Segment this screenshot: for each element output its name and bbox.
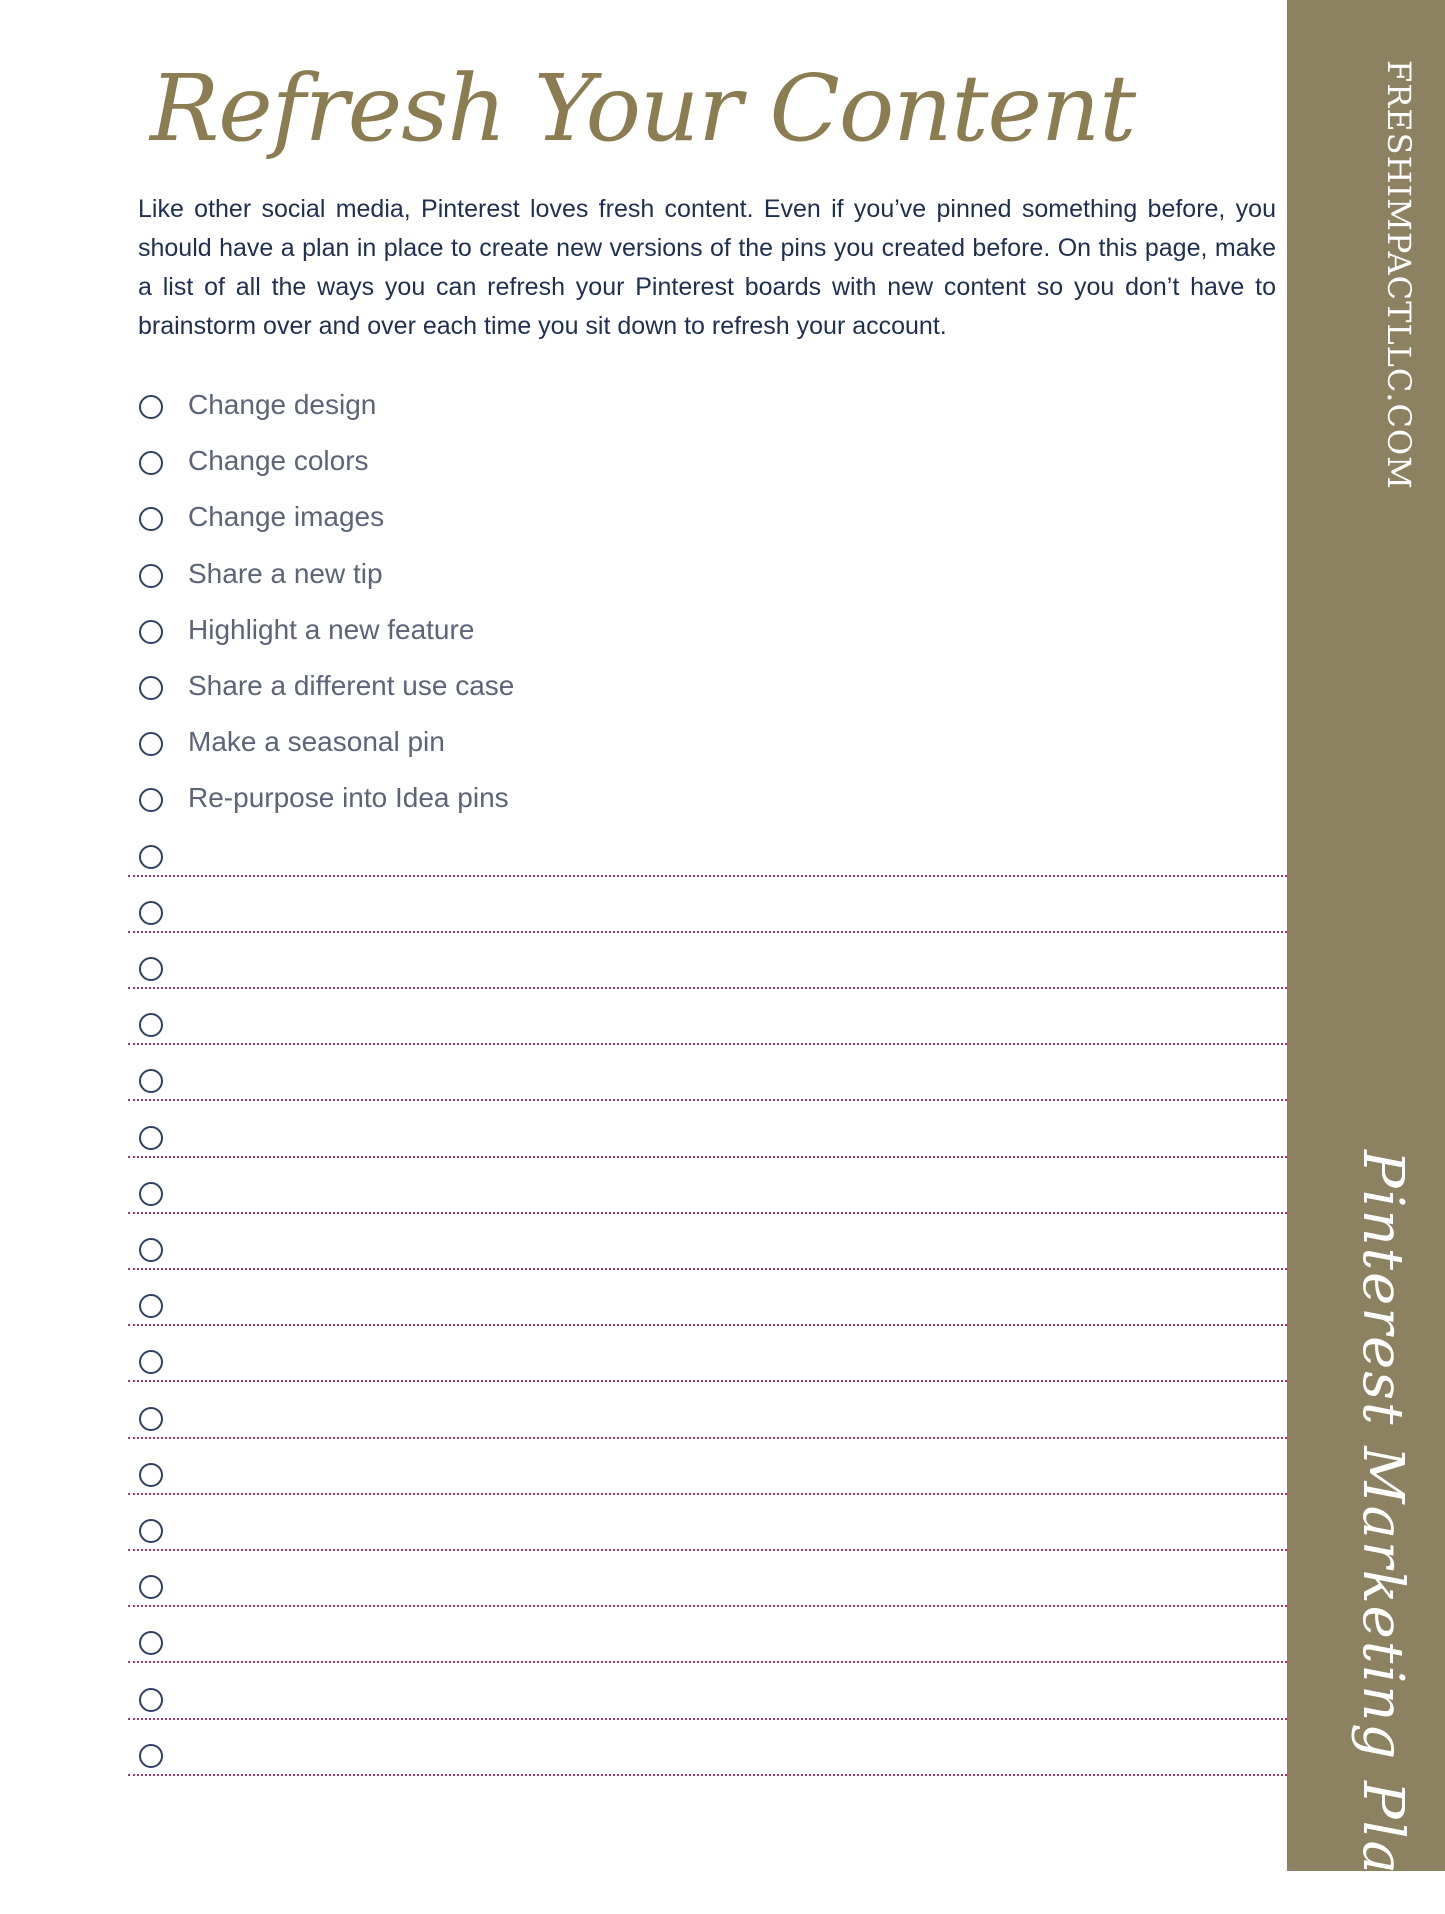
writing-line	[128, 1774, 1287, 1776]
writing-line	[128, 1661, 1287, 1663]
checklist-item-label: Re-purpose into Idea pins	[188, 782, 509, 813]
writing-line	[128, 931, 1287, 933]
checkbox-circle[interactable]	[139, 620, 163, 644]
writing-line	[128, 987, 1287, 989]
writing-line	[128, 1156, 1287, 1158]
checklist-item-label: Share a new tip	[188, 558, 383, 589]
checkbox-circle[interactable]	[139, 845, 163, 869]
writing-line	[128, 1212, 1287, 1214]
checkbox-circle[interactable]	[139, 1744, 163, 1768]
checkbox-circle[interactable]	[139, 1238, 163, 1262]
checkbox-circle[interactable]	[139, 788, 163, 812]
checkbox-circle[interactable]	[139, 1688, 163, 1712]
checkbox-circle[interactable]	[139, 732, 163, 756]
checkbox-circle[interactable]	[139, 1182, 163, 1206]
writing-line	[128, 1380, 1287, 1382]
checkbox-circle[interactable]	[139, 1407, 163, 1431]
checkbox-circle[interactable]	[139, 1013, 163, 1037]
checkbox-circle[interactable]	[139, 507, 163, 531]
website-label: FRESHIMPACTLLC.COM	[1380, 60, 1418, 490]
checkbox-circle[interactable]	[139, 1350, 163, 1374]
checkbox-circle[interactable]	[139, 1294, 163, 1318]
writing-line	[128, 1099, 1287, 1101]
checkbox-circle[interactable]	[139, 1631, 163, 1655]
plan-name-label: Pinterest Marketing Plan	[1350, 1150, 1415, 1914]
writing-line	[128, 1718, 1287, 1720]
checkbox-circle[interactable]	[139, 957, 163, 981]
writing-line	[128, 875, 1287, 877]
checkbox-circle[interactable]	[139, 676, 163, 700]
checkbox-circle[interactable]	[139, 564, 163, 588]
intro-paragraph: Like other social media, Pinterest loves fresh content. Even if you’ve pinned something before, you should have a plan in place to create new versions of the pins you created before. On this page, make a list of all the ways you can refresh your Pinterest boards with new content so you don’t have to brainstorm over and over each time you sit down to refresh your account.	[138, 195, 1276, 340]
writing-line	[128, 1043, 1287, 1045]
checklist-item-label: Change colors	[188, 445, 369, 476]
page-title: Refresh Your Content	[150, 55, 1136, 162]
checkbox-circle[interactable]	[139, 1126, 163, 1150]
checklist-item-label: Change design	[188, 389, 377, 420]
writing-line	[128, 1605, 1287, 1607]
checklist-item-label: Share a different use case	[188, 670, 515, 701]
writing-line	[128, 1268, 1287, 1270]
checkbox-circle[interactable]	[139, 1463, 163, 1487]
checkbox-circle[interactable]	[139, 1069, 163, 1093]
checkbox-circle[interactable]	[139, 1519, 163, 1543]
writing-line	[128, 1437, 1287, 1439]
checklist-item-label: Change images	[188, 501, 385, 532]
checklist-item-label: Highlight a new feature	[188, 614, 475, 645]
checkbox-circle[interactable]	[139, 395, 163, 419]
writing-line	[128, 1493, 1287, 1495]
checklist-item-label: Make a seasonal pin	[188, 726, 445, 757]
writing-line	[128, 1324, 1287, 1326]
checkbox-circle[interactable]	[139, 1575, 163, 1599]
writing-line	[128, 1549, 1287, 1551]
checkbox-circle[interactable]	[139, 451, 163, 475]
checkbox-circle[interactable]	[139, 901, 163, 925]
